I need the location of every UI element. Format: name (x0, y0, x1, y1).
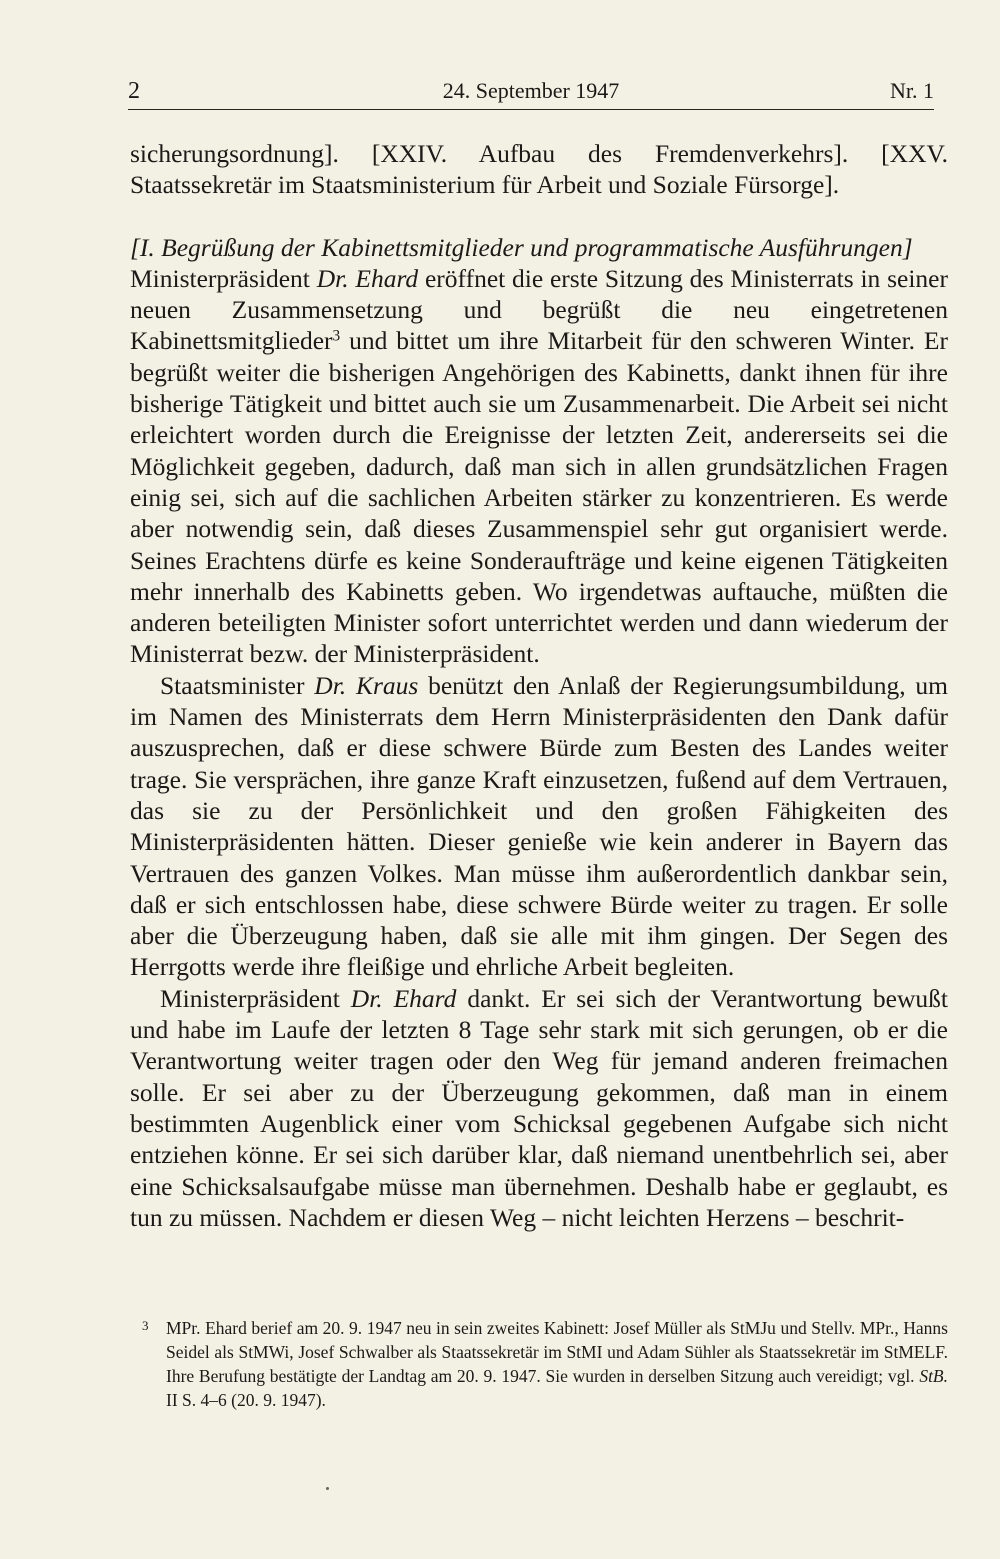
footnote-text-b: II S. 4–6 (20. 9. 1947). (166, 1390, 326, 1410)
speaker-name: Dr. Ehard (316, 263, 419, 293)
body-text (130, 138, 948, 1233)
speaker-name: Dr. Kraus (314, 670, 419, 700)
page-number: 2 (128, 78, 140, 104)
footnote-text (166, 1316, 948, 1412)
header-rule (128, 109, 934, 110)
p1-text-b: und bittet um ihre Mitarbeit für den schweren Winter. Er begrüßt weiter die bisherigen Angehörigen des Kabinetts, dankt ihnen für ihre bisherige Tätigkeit und bittet auch sie um Zusammenarbeit. Die Arbeit sei nicht erleichtert worden durch die Ereignisse der letzten Zeit, andererseits sei die Möglichkeit gegeben, dadurch, daß man sich in allen grundsätzlichen Fragen einig sei, sich auf die sachlichen Arbeiten stärker zu konzentrieren. Es werde aber notwendig sein, daß dieses Zusammenspiel sehr gut organisiert werde. Seines Erachtens dürfe es keine Sonderaufträge und keine eigenen Tätigkeiten mehr innerhalb des Kabinetts geben. Wo irgendetwas auftauche, müßten die anderen beteiligten Minister sofort unterrichtet werden und dann wiederum der Ministerrat bezw. der Ministerpräsident. (130, 326, 948, 669)
paragraph-gap (130, 201, 948, 232)
paragraph-1 (130, 263, 948, 670)
section-title: [I. Begrüßung der Kabinettsmitglieder und programmatische Ausführungen] (130, 232, 913, 262)
footnote-source: StB. (919, 1366, 948, 1386)
footnote-number: 3 (142, 1318, 149, 1333)
paragraph-3 (130, 983, 948, 1233)
continued-paragraph: sicherungsordnung]. [XXIV. Aufbau des Fremdenverkehrs]. [XXV. Staatssekretär im Staatsministerium für Arbeit und Soziale Fürsorge]. (130, 139, 948, 200)
issue-number: Nr. 1 (890, 78, 934, 103)
p3-text: dankt. Er sei sich der Verantwortung bewußt und habe im Laufe der letzten 8 Tage sehr stark mit sich gerungen, ob er die Verantwortung weiter tragen oder den Weg für jemand anderen freimachen solle. Er sei aber zu der Überzeugung gekommen, daß man in einem bestimmten Augenblick einer vom Schicksal gegebenen Aufgabe sich nicht entziehen könne. Er sei sich darüber klar, daß niemand unentbehrlich sei, aber eine Schicksalsaufgabe müsse man übernehmen. Deshalb habe er geglaubt, es tun zu müssen. Nachdem er diesen Weg – nicht leichten Herzens – beschrit- (130, 983, 948, 1232)
speaker-name: Dr. Ehard (350, 983, 457, 1013)
footnote-text-a: MPr. Ehard berief am 20. 9. 1947 neu in sein zweites Kabinett: Josef Müller als StMJu und Stellv. MPr., Hanns Seidel als StMWi, Josef Schwalber als Staatssekretär im StMI und Adam Sühler als Staatssekretär im StMELF. Ihre Berufung bestätigte der Landtag am 20. 9. 1947. Sie wurden in derselben Sitzung auch vereidigt; vgl. (166, 1318, 948, 1386)
p1-text-a: eröffnet die erste Sitzung des Ministerrats in seiner neuen Zusammensetzung und begrüßt die neu eingetretenen Kabinettsmitglieder (130, 263, 948, 356)
footnote (142, 1316, 948, 1412)
p1-before: Ministerpräsident (130, 263, 317, 293)
paper-speck (326, 1487, 329, 1490)
header-date: 24. September 1947 (442, 78, 620, 103)
p2-text: benützt den Anlaß der Regierungsumbildung, um im Namen des Ministerrats dem Herrn Ministerpräsidenten den Dank dafür auszusprechen, daß er diese schwere Bürde zum Besten des Landes weiter trage. Sie versprächen, ihre ganze Kraft einzusetzen, fußend auf dem Vertrauen, das sie zu der Persönlichkeit und den großen Fähigkeiten des Ministerpräsidenten hätten. Dieser genieße wie kein anderer in Bayern das Vertrauen des ganzen Volkes. Man müsse ihm außerordentlich dankbar sein, daß er sich entschlossen habe, diese schwere Bürde weiter zu tragen. Er solle aber die Überzeugung haben, daß sie alle mit ihm gingen. Der Segen des Herrgotts werde ihre fleißige und ehrliche Arbeit begleiten. (130, 670, 949, 982)
running-header (128, 76, 934, 106)
paragraph-2 (130, 670, 948, 983)
footnote-ref[interactable]: 3 (332, 328, 341, 346)
p2-before: Staatsminister (160, 670, 315, 700)
p3-before: Ministerpräsident (160, 983, 351, 1013)
